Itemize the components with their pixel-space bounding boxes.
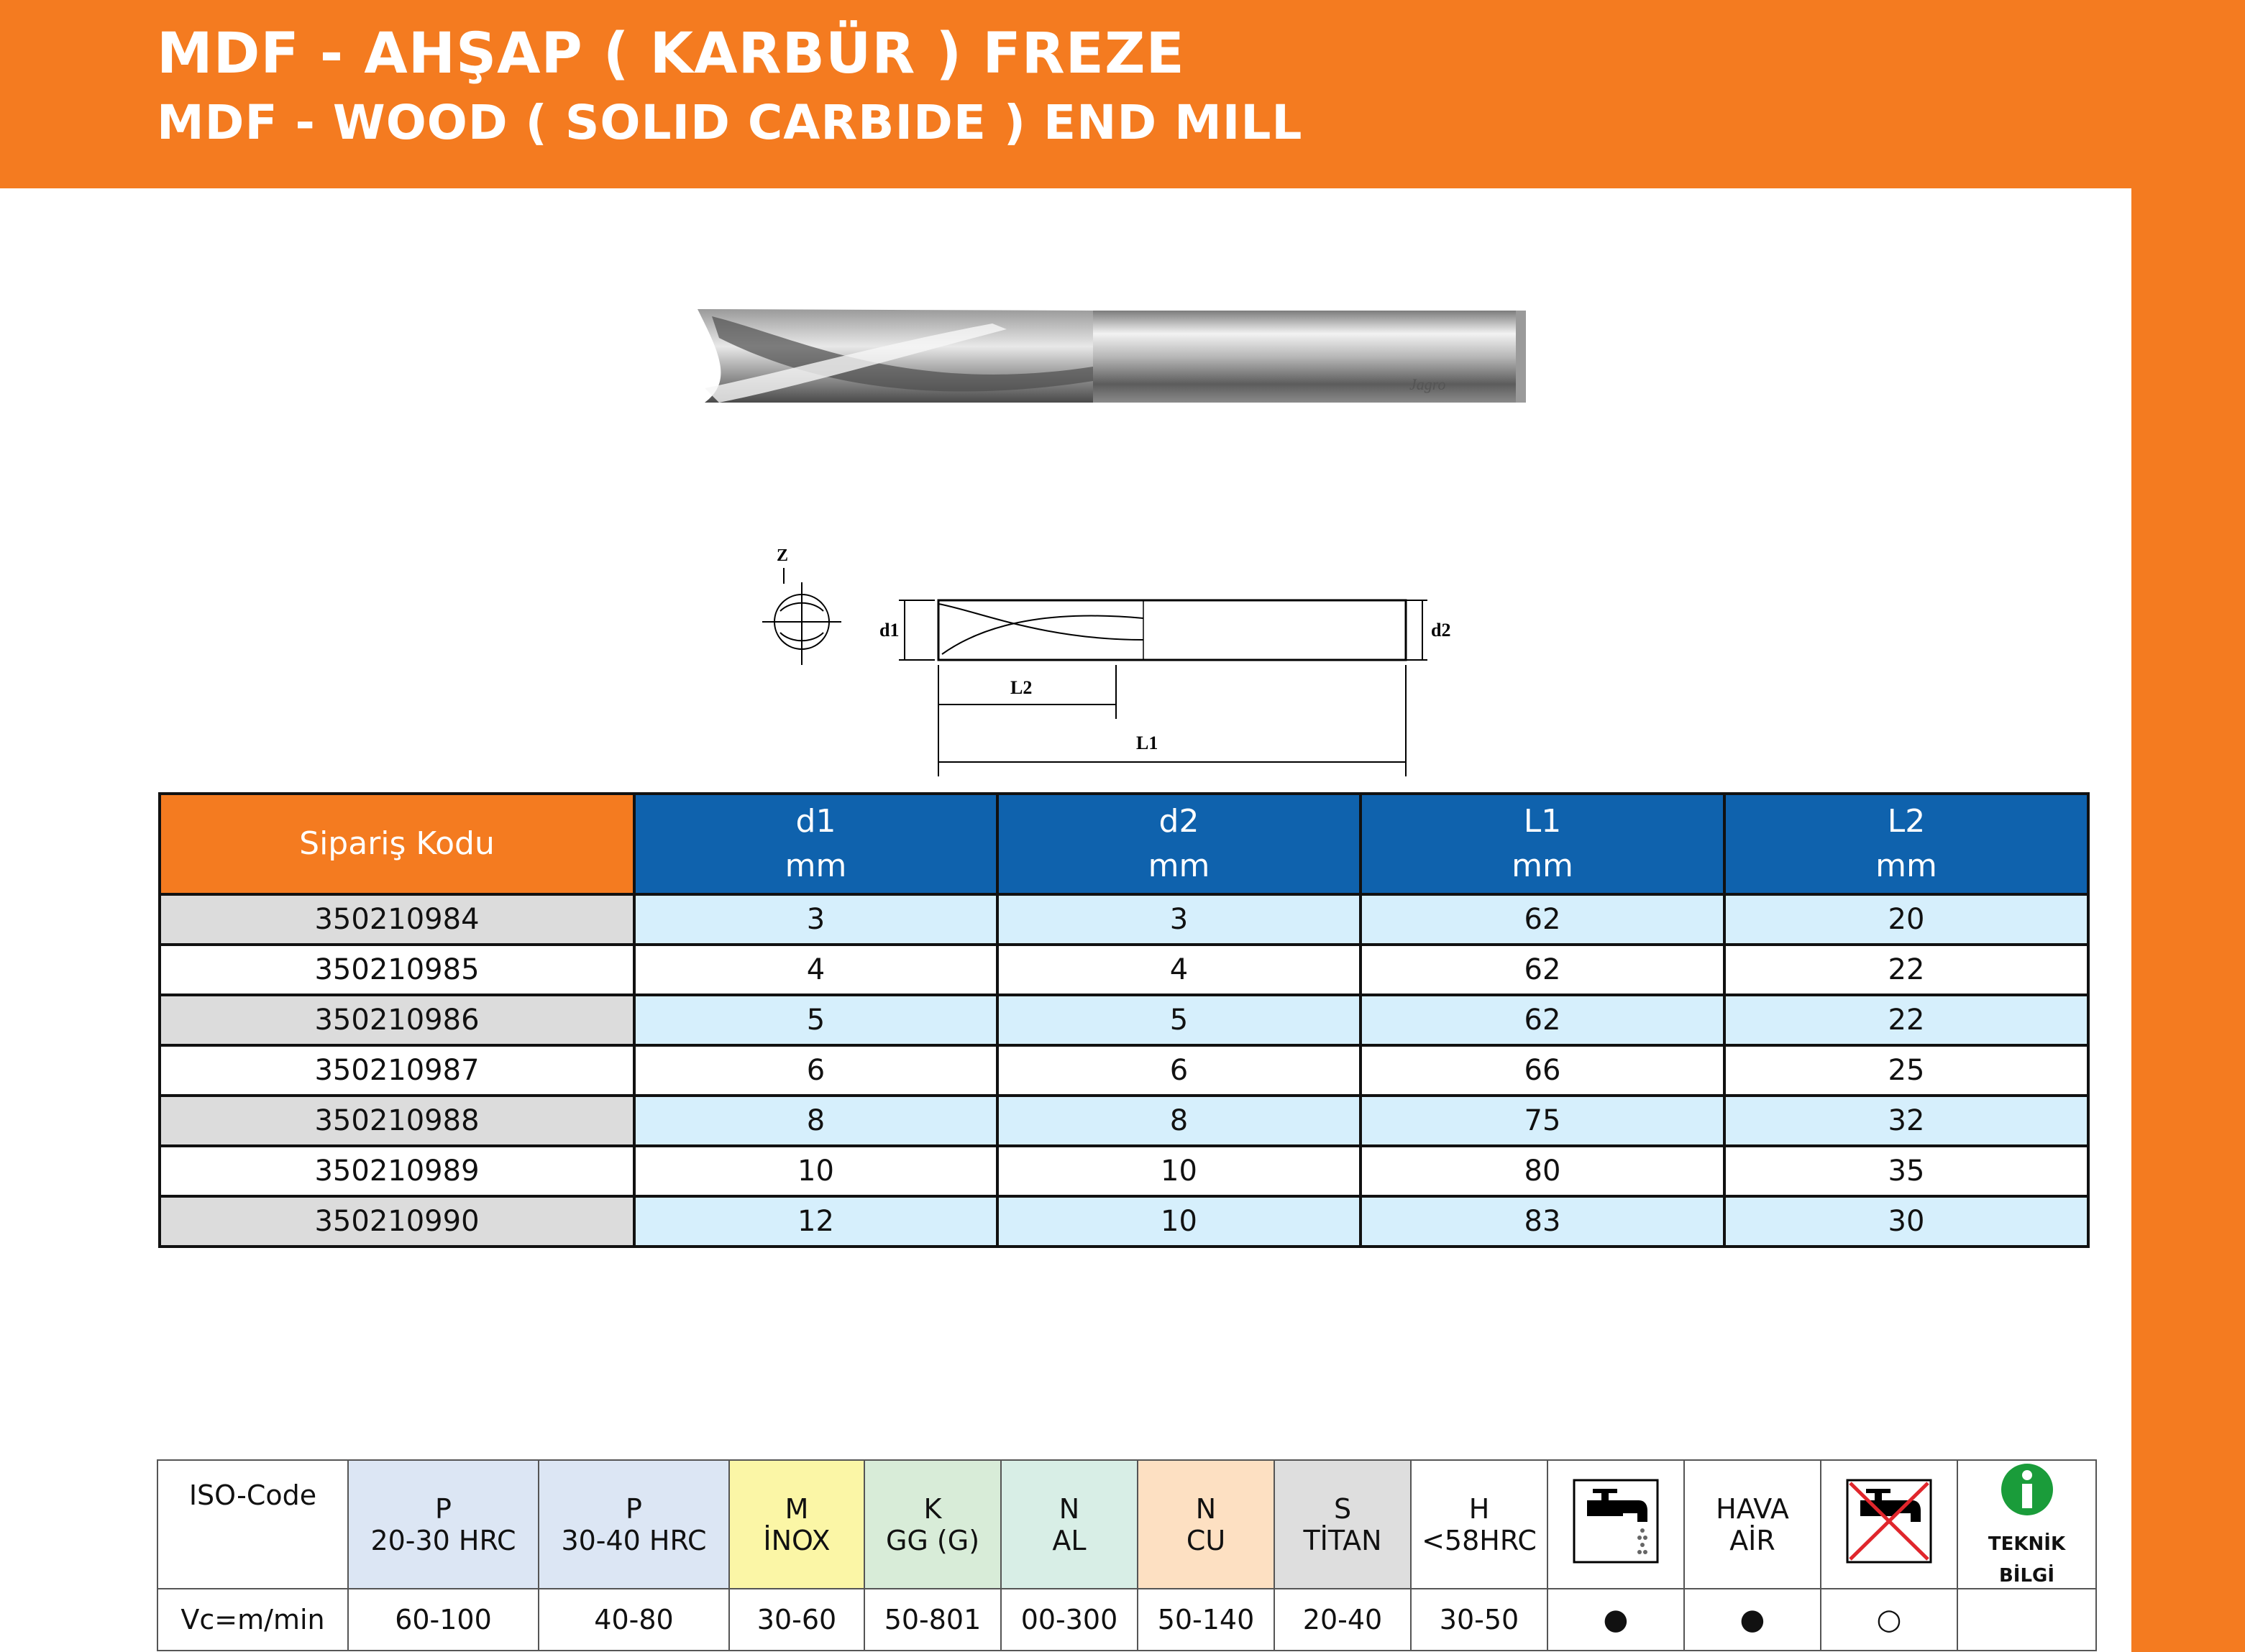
iso-material: TİTAN (1303, 1524, 1382, 1556)
iso-group: S (1333, 1492, 1352, 1525)
vc-value: 20-40 (1274, 1589, 1411, 1651)
iso-col-n-al (1001, 1460, 1138, 1589)
d2-value: 6 (997, 1045, 1361, 1096)
table-row (160, 995, 2088, 1045)
l2-value: 30 (1724, 1196, 2088, 1247)
iso-group: N (1195, 1492, 1217, 1525)
d2-value: 4 (997, 945, 1361, 995)
l2-value: 22 (1724, 995, 2088, 1045)
d1-value: 5 (634, 995, 997, 1045)
table-row (160, 1096, 2088, 1146)
order-code: 350210988 (160, 1096, 634, 1146)
coolant-mark: ● (1547, 1589, 1684, 1651)
iso-code-label: ISO-Code (157, 1460, 348, 1589)
dry-mark: ○ (1821, 1589, 1957, 1651)
coolant-tap-icon (1573, 1479, 1659, 1564)
iso-group: N (1059, 1492, 1080, 1525)
dry-cell (1821, 1460, 1957, 1589)
col-unit: mm (1512, 848, 1573, 884)
no-coolant-icon (1846, 1479, 1932, 1564)
info-empty-cell (1957, 1589, 2096, 1651)
iso-material: <58HRC (1422, 1524, 1537, 1556)
technical-drawing (741, 532, 1460, 784)
iso-group: H (1468, 1492, 1490, 1525)
info-icon[interactable] (1998, 1461, 2056, 1518)
l2-value: 32 (1724, 1096, 2088, 1146)
end-mill-photo (690, 295, 1560, 424)
d2-value: 10 (997, 1196, 1361, 1247)
air-cell (1684, 1460, 1821, 1589)
order-code-header: Sipariş Kodu (160, 794, 634, 894)
iso-group: P (435, 1492, 452, 1525)
order-code: 350210989 (160, 1146, 634, 1196)
iso-col-m (729, 1460, 864, 1589)
table-row (160, 1196, 2088, 1247)
l1-value: 62 (1361, 995, 1724, 1045)
iso-material: İNOX (763, 1524, 831, 1556)
l1-value: 80 (1361, 1146, 1724, 1196)
order-code: 350210985 (160, 945, 634, 995)
l2-label: L2 (1010, 677, 1033, 698)
col-unit: mm (1875, 848, 1937, 884)
d2-label: d2 (1431, 620, 1451, 641)
iso-col-h (1411, 1460, 1547, 1589)
l1-value: 75 (1361, 1096, 1724, 1146)
l1-value: 62 (1361, 894, 1724, 945)
l1-label: L1 (1136, 733, 1158, 753)
iso-material: GG (G) (885, 1524, 980, 1556)
table-row (160, 894, 2088, 945)
table-row (160, 1045, 2088, 1096)
d1-header (634, 794, 997, 894)
iso-col-p1 (348, 1460, 539, 1589)
air-label-tr: HAVA (1716, 1492, 1789, 1525)
col-name: d1 (795, 803, 836, 840)
iso-material: CU (1186, 1524, 1226, 1556)
size-table (158, 792, 2090, 1248)
l2-value: 35 (1724, 1146, 2088, 1196)
l1-value: 83 (1361, 1196, 1724, 1247)
l2-value: 20 (1724, 894, 2088, 945)
col-name: L2 (1887, 803, 1926, 840)
iso-col-k (864, 1460, 1001, 1589)
iso-col-n-cu (1138, 1460, 1274, 1589)
table-row (160, 1146, 2088, 1196)
brand-mark: Jagro (1409, 375, 1446, 393)
vc-value: 00-300 (1001, 1589, 1138, 1651)
d1-value: 4 (634, 945, 997, 995)
iso-group: P (626, 1492, 642, 1525)
l2-value: 22 (1724, 945, 2088, 995)
order-code: 350210987 (160, 1045, 634, 1096)
vc-value: 30-50 (1411, 1589, 1547, 1651)
title-english: MDF - WOOD ( SOLID CARBIDE ) END MILL (157, 95, 1303, 150)
info-label: TEKNİK BİLGİ (1988, 1533, 2066, 1587)
vc-value: 50-801 (864, 1589, 1001, 1651)
table-row (160, 945, 2088, 995)
l1-value: 62 (1361, 945, 1724, 995)
l1-value: 66 (1361, 1045, 1724, 1096)
col-unit: mm (785, 848, 847, 884)
vc-label: Vc=m/min (157, 1589, 348, 1651)
d1-value: 8 (634, 1096, 997, 1146)
right-accent-strip (2131, 0, 2245, 1652)
iso-material: AL (1052, 1524, 1087, 1556)
iso-group: K (923, 1492, 942, 1525)
d1-value: 6 (634, 1045, 997, 1096)
iso-material: 30-40 HRC (561, 1524, 707, 1556)
d1-value: 12 (634, 1196, 997, 1247)
l2-value: 25 (1724, 1045, 2088, 1096)
col-name: L1 (1523, 803, 1562, 840)
title-turkish: MDF - AHŞAP ( KARBÜR ) FREZE (157, 22, 1185, 86)
iso-vc-row (157, 1589, 2096, 1651)
air-mark: ● (1684, 1589, 1821, 1651)
air-label-en: AİR (1729, 1524, 1775, 1556)
order-code: 350210990 (160, 1196, 634, 1247)
iso-col-p2 (539, 1460, 729, 1589)
d2-header (997, 794, 1361, 894)
iso-group: M (785, 1492, 809, 1525)
table-header-row (160, 794, 2088, 894)
info-cell[interactable] (1957, 1460, 2096, 1589)
vc-value: 30-60 (729, 1589, 864, 1651)
order-code: 350210984 (160, 894, 634, 945)
coolant-cell (1547, 1460, 1684, 1589)
d1-label: d1 (879, 620, 900, 641)
vc-value: 60-100 (348, 1589, 539, 1651)
vc-value: 40-80 (539, 1589, 729, 1651)
d1-value: 3 (634, 894, 997, 945)
vc-value: 50-140 (1138, 1589, 1274, 1651)
iso-col-s (1274, 1460, 1411, 1589)
iso-cutting-table (157, 1459, 2097, 1651)
iso-label-row (157, 1460, 2096, 1589)
d2-value: 10 (997, 1146, 1361, 1196)
d2-value: 8 (997, 1096, 1361, 1146)
col-unit: mm (1148, 848, 1210, 884)
col-name: d2 (1158, 803, 1199, 840)
d2-value: 3 (997, 894, 1361, 945)
l1-header (1361, 794, 1724, 894)
z-label: Z (777, 546, 789, 565)
l2-header (1724, 794, 2088, 894)
iso-material: 20-30 HRC (370, 1524, 516, 1556)
d1-value: 10 (634, 1146, 997, 1196)
d2-value: 5 (997, 995, 1361, 1045)
order-code: 350210986 (160, 995, 634, 1045)
